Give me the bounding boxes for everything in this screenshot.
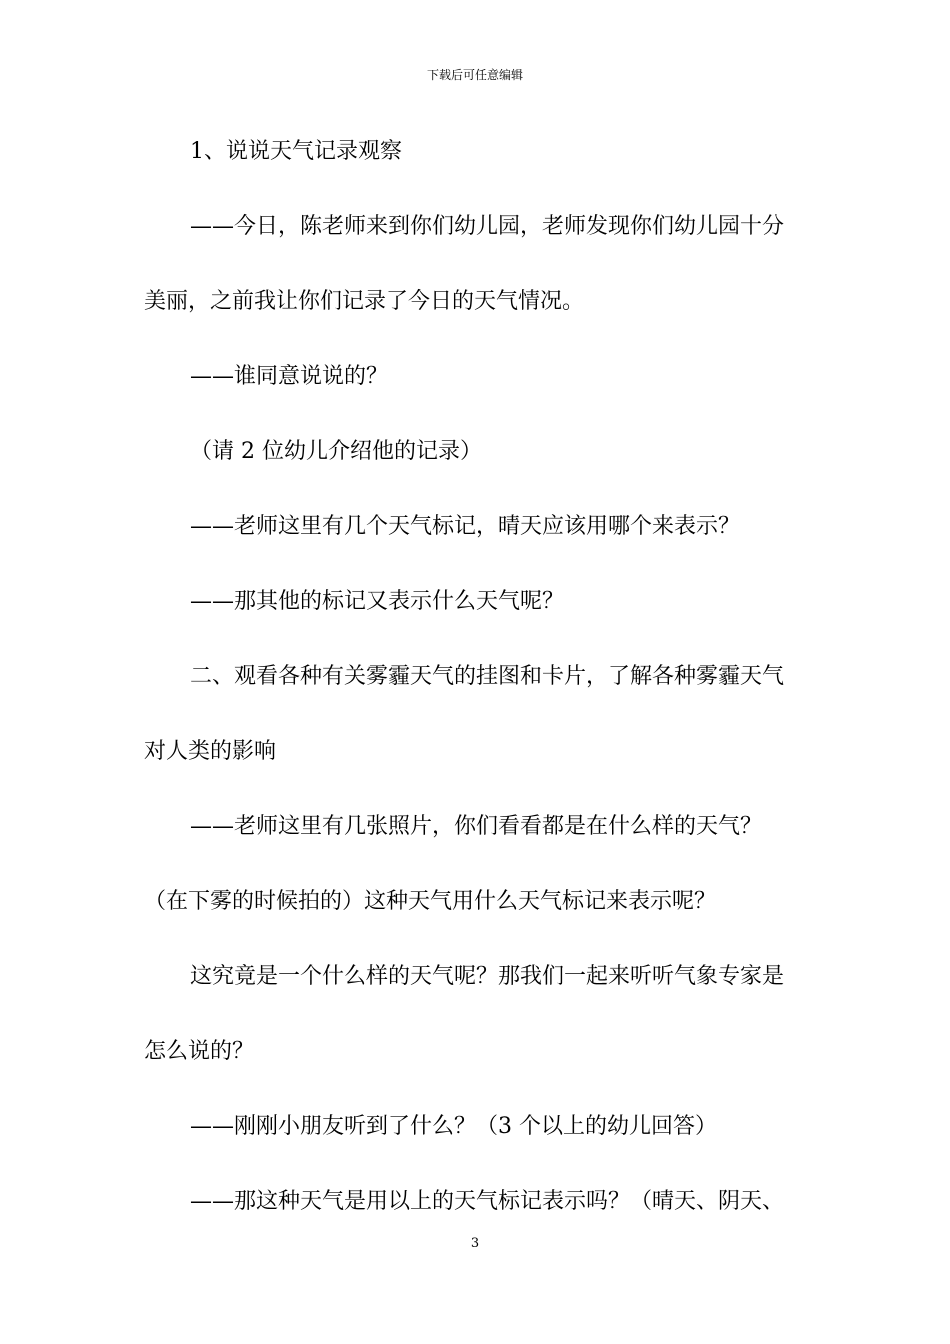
text-line: ——老师这里有几张照片，你们看看都是在什么样的天气？: [190, 814, 763, 839]
text-line: ——刚刚小朋友听到了什么？（3 个以上的幼儿回答）: [190, 1114, 717, 1139]
text-line: 1、说说天气记录观察: [190, 139, 402, 164]
text-line: ——老师这里有几个天气标记，晴天应该用哪个来表示？: [190, 514, 741, 539]
header-note: 下载后可任意编辑: [426, 68, 523, 82]
page-number: 3: [470, 1236, 480, 1251]
text-line: 二、观看各种有关雾霾天气的挂图和卡片，了解各种雾霾天气: [190, 664, 785, 689]
text-line: （请 2 位幼儿介绍他的记录）: [190, 439, 482, 464]
text-line: 这究竟是一个什么样的天气呢？那我们一起来听听气象专家是: [190, 964, 785, 989]
text-line: （在下雾的时候拍的）这种天气用什么天气标记来表示呢？: [144, 889, 717, 914]
text-line: ——那这种天气是用以上的天气标记表示吗？（晴天、阴天、: [190, 1189, 785, 1214]
text-line: 对人类的影响: [144, 739, 277, 764]
text-line: 美丽，之前我让你们记录了今日的天气情况。: [144, 289, 585, 314]
text-line: 怎么说的？: [144, 1039, 255, 1064]
text-line: ——谁同意说说的？: [190, 364, 389, 389]
text-line: ——那其他的标记又表示什么天气呢？: [190, 589, 565, 614]
text-line: ——今日，陈老师来到你们幼儿园，老师发现你们幼儿园十分: [190, 214, 785, 239]
